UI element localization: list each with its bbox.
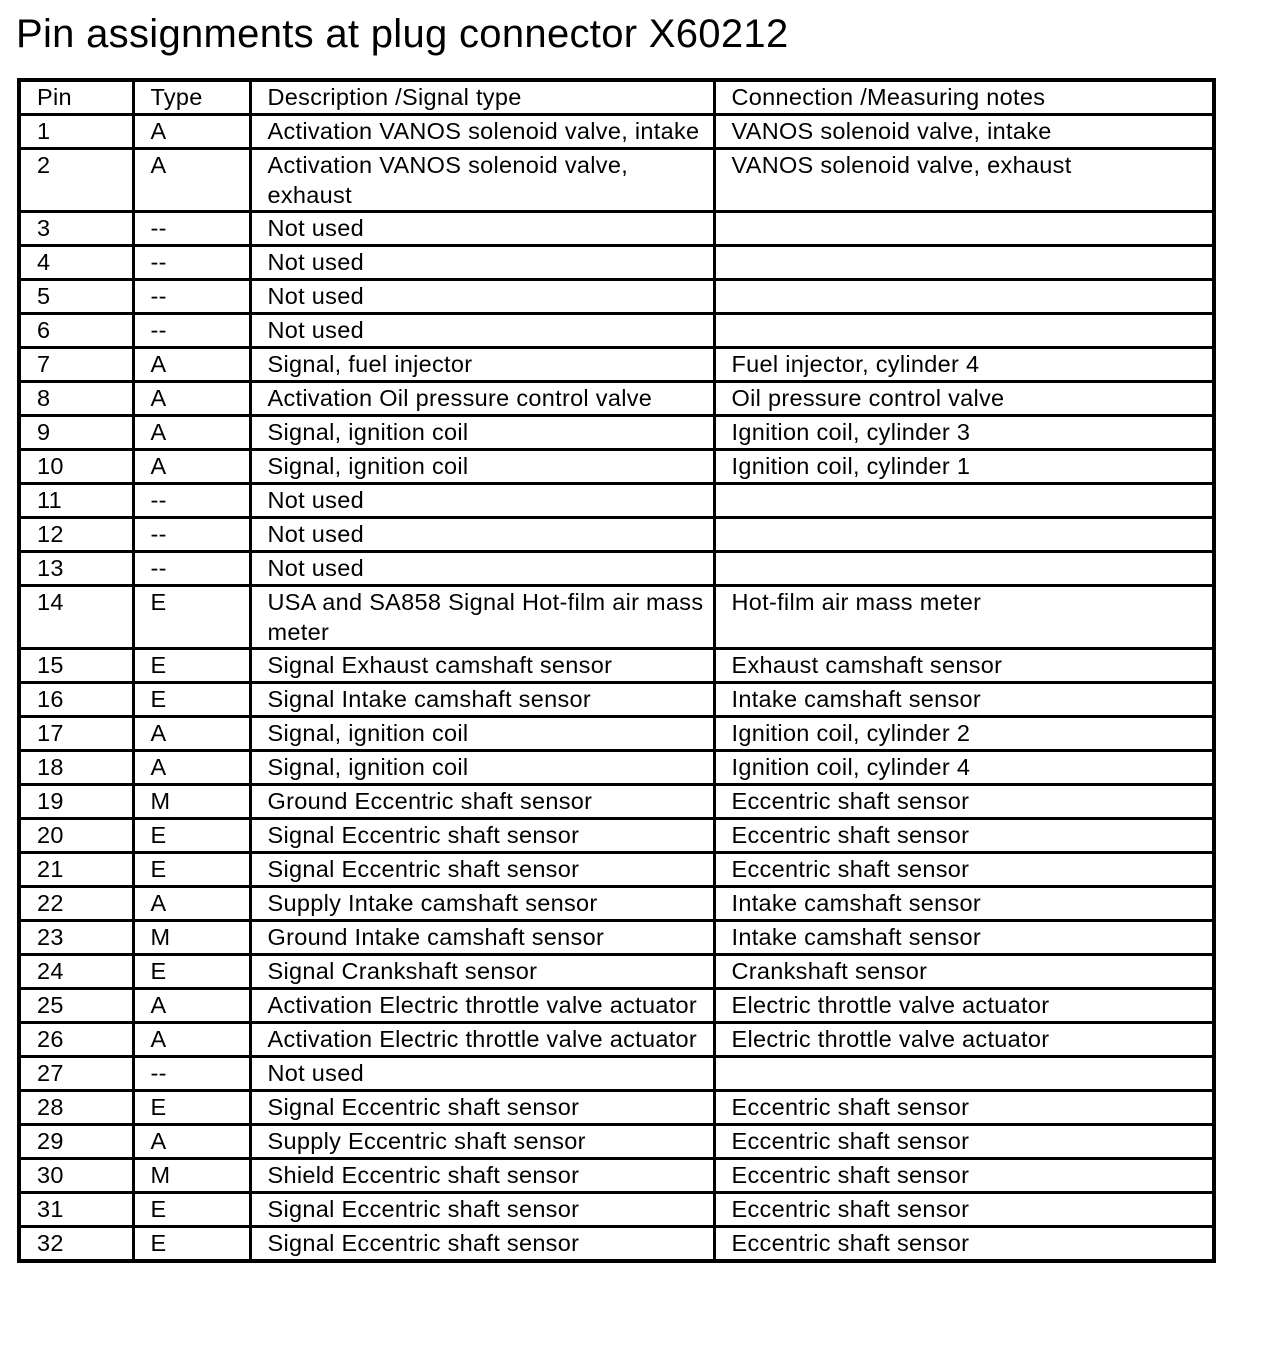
cell-type: A xyxy=(133,717,250,751)
cell-description: Signal Eccentric shaft sensor xyxy=(250,1193,714,1227)
table-row xyxy=(19,921,1214,955)
cell-pin: 17 xyxy=(19,717,133,751)
header-description: Description /Signal type xyxy=(250,80,714,115)
cell-description: Not used xyxy=(250,484,714,518)
cell-pin: 27 xyxy=(19,1057,133,1091)
cell-connection: Electric throttle valve actuator xyxy=(714,989,1214,1023)
table-row xyxy=(19,246,1214,280)
table-row xyxy=(19,212,1214,246)
cell-type: -- xyxy=(133,552,250,586)
table-row xyxy=(19,280,1214,314)
cell-type: E xyxy=(133,819,250,853)
table-row xyxy=(19,1023,1214,1057)
cell-description: Signal Eccentric shaft sensor xyxy=(250,1227,714,1262)
cell-pin: 16 xyxy=(19,683,133,717)
cell-description: Signal, ignition coil xyxy=(250,717,714,751)
cell-type: A xyxy=(133,416,250,450)
cell-description: Not used xyxy=(250,314,714,348)
cell-type: -- xyxy=(133,246,250,280)
header-connection: Connection /Measuring notes xyxy=(714,80,1214,115)
table-row xyxy=(19,853,1214,887)
cell-type: -- xyxy=(133,1057,250,1091)
cell-pin: 12 xyxy=(19,518,133,552)
cell-connection: Fuel injector, cylinder 4 xyxy=(714,348,1214,382)
cell-connection: Crankshaft sensor xyxy=(714,955,1214,989)
cell-connection xyxy=(714,484,1214,518)
table-row xyxy=(19,887,1214,921)
cell-description: Activation Oil pressure control valve xyxy=(250,382,714,416)
cell-type: -- xyxy=(133,280,250,314)
cell-type: E xyxy=(133,955,250,989)
cell-connection: Eccentric shaft sensor xyxy=(714,819,1214,853)
cell-type: -- xyxy=(133,212,250,246)
table-row xyxy=(19,785,1214,819)
cell-type: A xyxy=(133,149,250,212)
table-row xyxy=(19,717,1214,751)
cell-connection: Intake camshaft sensor xyxy=(714,921,1214,955)
cell-connection xyxy=(714,246,1214,280)
cell-type: M xyxy=(133,921,250,955)
cell-pin: 7 xyxy=(19,348,133,382)
cell-description: Signal Crankshaft sensor xyxy=(250,955,714,989)
cell-connection: Oil pressure control valve xyxy=(714,382,1214,416)
cell-description: Ground Intake camshaft sensor xyxy=(250,921,714,955)
cell-type: E xyxy=(133,1193,250,1227)
table-row xyxy=(19,1125,1214,1159)
table-row xyxy=(19,552,1214,586)
cell-pin: 10 xyxy=(19,450,133,484)
cell-pin: 23 xyxy=(19,921,133,955)
cell-type: A xyxy=(133,1023,250,1057)
pin-assignment-table xyxy=(17,78,1216,1263)
cell-connection: Ignition coil, cylinder 1 xyxy=(714,450,1214,484)
cell-type: -- xyxy=(133,314,250,348)
cell-type: A xyxy=(133,450,250,484)
cell-pin: 29 xyxy=(19,1125,133,1159)
cell-connection: Eccentric shaft sensor xyxy=(714,1227,1214,1262)
cell-pin: 13 xyxy=(19,552,133,586)
cell-type: E xyxy=(133,586,250,649)
table-row xyxy=(19,416,1214,450)
cell-pin: 4 xyxy=(19,246,133,280)
table-body xyxy=(19,115,1214,1262)
cell-description: Signal, fuel injector xyxy=(250,348,714,382)
cell-connection: Eccentric shaft sensor xyxy=(714,785,1214,819)
cell-pin: 2 xyxy=(19,149,133,212)
cell-description: Signal Intake camshaft sensor xyxy=(250,683,714,717)
cell-connection: Ignition coil, cylinder 3 xyxy=(714,416,1214,450)
cell-pin: 11 xyxy=(19,484,133,518)
table-row xyxy=(19,484,1214,518)
table-row xyxy=(19,1057,1214,1091)
table-row xyxy=(19,382,1214,416)
table-row xyxy=(19,955,1214,989)
table-row xyxy=(19,1227,1214,1262)
table-row xyxy=(19,450,1214,484)
cell-connection: Ignition coil, cylinder 2 xyxy=(714,717,1214,751)
cell-pin: 18 xyxy=(19,751,133,785)
cell-connection: Hot-film air mass meter xyxy=(714,586,1214,649)
cell-pin: 20 xyxy=(19,819,133,853)
cell-pin: 21 xyxy=(19,853,133,887)
cell-pin: 31 xyxy=(19,1193,133,1227)
cell-pin: 14 xyxy=(19,586,133,649)
cell-type: E xyxy=(133,1227,250,1262)
cell-description: Signal Eccentric shaft sensor xyxy=(250,853,714,887)
cell-type: A xyxy=(133,989,250,1023)
cell-connection: Exhaust camshaft sensor xyxy=(714,649,1214,683)
cell-pin: 5 xyxy=(19,280,133,314)
cell-pin: 25 xyxy=(19,989,133,1023)
cell-type: E xyxy=(133,853,250,887)
cell-description: Not used xyxy=(250,552,714,586)
cell-description: Supply Eccentric shaft sensor xyxy=(250,1125,714,1159)
table-header-row xyxy=(19,80,1214,115)
cell-description: Signal Exhaust camshaft sensor xyxy=(250,649,714,683)
cell-connection: Eccentric shaft sensor xyxy=(714,1159,1214,1193)
cell-type: A xyxy=(133,382,250,416)
table-row xyxy=(19,751,1214,785)
cell-description: Signal, ignition coil xyxy=(250,751,714,785)
cell-type: -- xyxy=(133,518,250,552)
table-row xyxy=(19,586,1214,649)
cell-type: A xyxy=(133,348,250,382)
cell-description: Signal Eccentric shaft sensor xyxy=(250,819,714,853)
cell-connection xyxy=(714,280,1214,314)
cell-pin: 1 xyxy=(19,115,133,149)
cell-type: A xyxy=(133,1125,250,1159)
cell-pin: 22 xyxy=(19,887,133,921)
cell-pin: 28 xyxy=(19,1091,133,1125)
table-row xyxy=(19,1193,1214,1227)
table-row xyxy=(19,649,1214,683)
cell-description: Activation VANOS solenoid valve, intake xyxy=(250,115,714,149)
cell-description: Supply Intake camshaft sensor xyxy=(250,887,714,921)
cell-type: A xyxy=(133,887,250,921)
cell-connection: VANOS solenoid valve, exhaust xyxy=(714,149,1214,212)
cell-pin: 32 xyxy=(19,1227,133,1262)
cell-type: A xyxy=(133,115,250,149)
cell-type: -- xyxy=(133,484,250,518)
cell-connection: Electric throttle valve actuator xyxy=(714,1023,1214,1057)
cell-connection xyxy=(714,1057,1214,1091)
table-row xyxy=(19,314,1214,348)
table-row xyxy=(19,149,1214,212)
table-row xyxy=(19,1159,1214,1193)
header-type: Type xyxy=(133,80,250,115)
cell-pin: 26 xyxy=(19,1023,133,1057)
cell-connection: Intake camshaft sensor xyxy=(714,683,1214,717)
cell-connection: Ignition coil, cylinder 4 xyxy=(714,751,1214,785)
table-row xyxy=(19,989,1214,1023)
cell-description: USA and SA858 Signal Hot-film air mass meter xyxy=(250,586,714,649)
cell-description: Not used xyxy=(250,518,714,552)
cell-type: M xyxy=(133,1159,250,1193)
table-row xyxy=(19,819,1214,853)
cell-description: Ground Eccentric shaft sensor xyxy=(250,785,714,819)
cell-description: Shield Eccentric shaft sensor xyxy=(250,1159,714,1193)
cell-description: Activation Electric throttle valve actuator xyxy=(250,1023,714,1057)
cell-pin: 30 xyxy=(19,1159,133,1193)
cell-pin: 8 xyxy=(19,382,133,416)
cell-connection xyxy=(714,552,1214,586)
cell-description: Signal, ignition coil xyxy=(250,416,714,450)
cell-description: Not used xyxy=(250,212,714,246)
page-title: Pin assignments at plug connector X60212 xyxy=(16,12,789,56)
table-row xyxy=(19,518,1214,552)
cell-pin: 6 xyxy=(19,314,133,348)
cell-connection: Eccentric shaft sensor xyxy=(714,1091,1214,1125)
cell-connection: VANOS solenoid valve, intake xyxy=(714,115,1214,149)
cell-type: M xyxy=(133,785,250,819)
cell-description: Signal, ignition coil xyxy=(250,450,714,484)
cell-connection: Eccentric shaft sensor xyxy=(714,853,1214,887)
header-pin: Pin xyxy=(19,80,133,115)
cell-type: E xyxy=(133,1091,250,1125)
cell-connection: Intake camshaft sensor xyxy=(714,887,1214,921)
cell-type: A xyxy=(133,751,250,785)
cell-description: Not used xyxy=(250,280,714,314)
cell-description: Activation Electric throttle valve actuator xyxy=(250,989,714,1023)
cell-pin: 15 xyxy=(19,649,133,683)
cell-pin: 19 xyxy=(19,785,133,819)
cell-connection: Eccentric shaft sensor xyxy=(714,1193,1214,1227)
cell-pin: 24 xyxy=(19,955,133,989)
cell-connection xyxy=(714,518,1214,552)
cell-type: E xyxy=(133,649,250,683)
cell-description: Signal Eccentric shaft sensor xyxy=(250,1091,714,1125)
cell-pin: 3 xyxy=(19,212,133,246)
cell-connection: Eccentric shaft sensor xyxy=(714,1125,1214,1159)
table-row xyxy=(19,348,1214,382)
table-row xyxy=(19,1091,1214,1125)
table-row xyxy=(19,115,1214,149)
cell-connection xyxy=(714,212,1214,246)
cell-description: Activation VANOS solenoid valve, exhaust xyxy=(250,149,714,212)
cell-description: Not used xyxy=(250,1057,714,1091)
table-row xyxy=(19,683,1214,717)
cell-type: E xyxy=(133,683,250,717)
cell-pin: 9 xyxy=(19,416,133,450)
cell-connection xyxy=(714,314,1214,348)
cell-description: Not used xyxy=(250,246,714,280)
